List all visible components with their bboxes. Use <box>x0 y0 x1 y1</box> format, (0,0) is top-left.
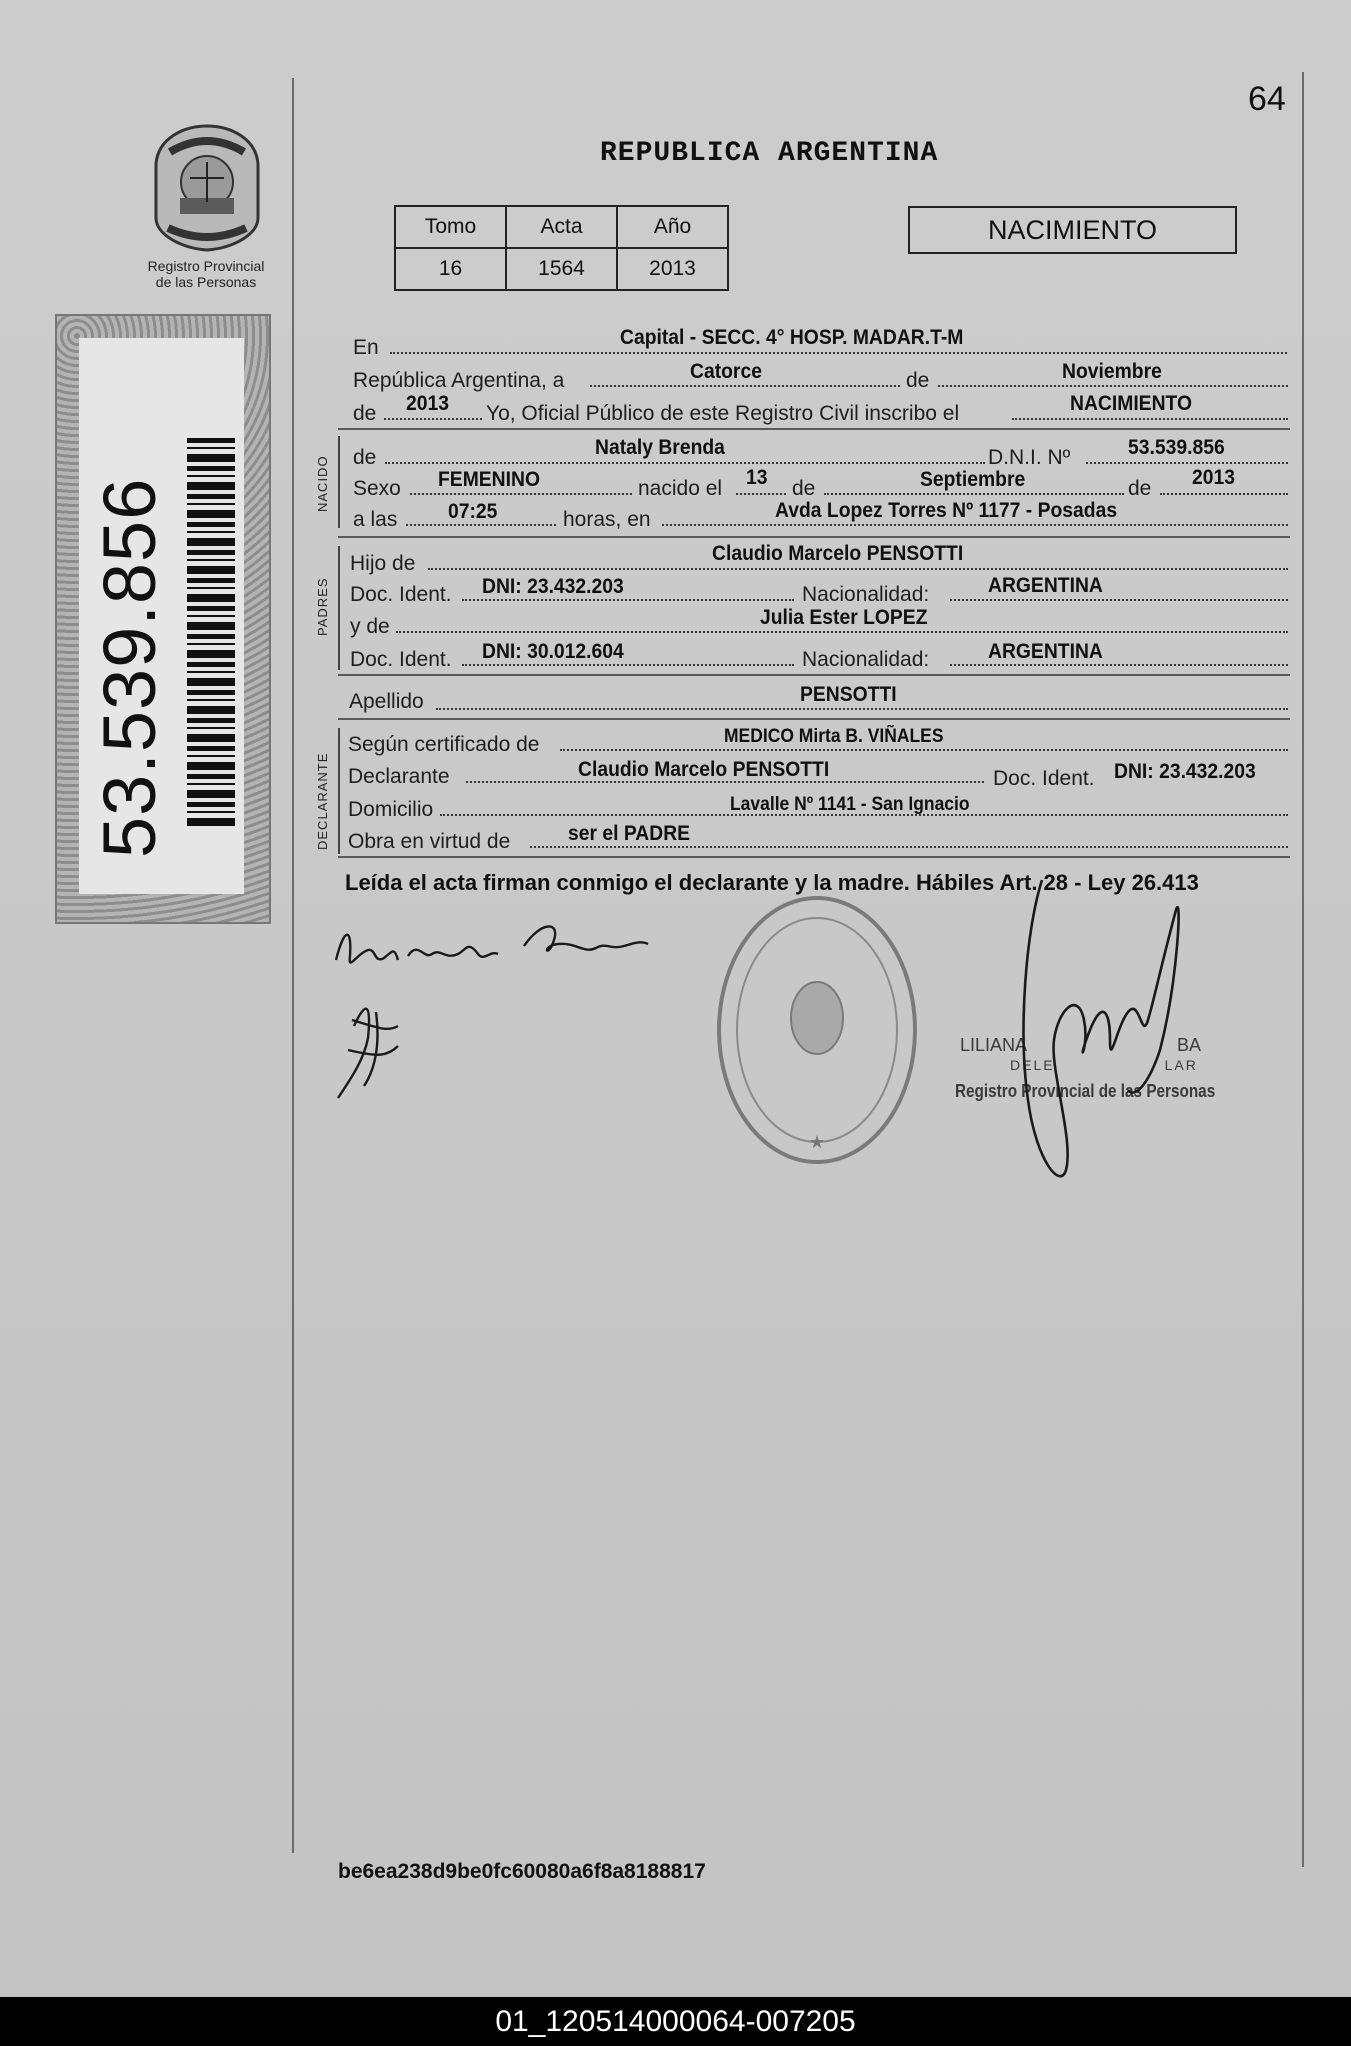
birth-day-value: 13 <box>746 466 768 489</box>
child-name-value: Nataly Brenda <box>595 436 725 459</box>
doc-label: Doc. Ident. <box>350 583 452 606</box>
dotted-line <box>950 599 1288 601</box>
section-divider <box>338 718 1290 720</box>
dotted-line <box>384 418 482 420</box>
de-label: de <box>353 402 377 425</box>
provincial-seal-icon <box>150 122 264 254</box>
barcode-inner <box>79 338 244 894</box>
table-value-anio: 2013 <box>617 248 728 290</box>
a-las-label: a las <box>353 508 398 531</box>
table-value-tomo: 16 <box>395 248 506 290</box>
dotted-line <box>462 664 794 666</box>
svg-text:★: ★ <box>808 1132 826 1152</box>
nacido-bracket <box>338 436 340 528</box>
dotted-line <box>950 664 1288 666</box>
dotted-line <box>436 708 1288 710</box>
barcode-number: 53.539.856 <box>88 477 171 858</box>
document-hash: be6ea238d9be0fc60080a6f8a8188817 <box>338 1860 706 1883</box>
time-value: 07:25 <box>448 500 498 523</box>
dotted-line <box>1086 462 1288 464</box>
dotted-line <box>590 385 900 387</box>
registry-round-stamp-icon <box>712 890 922 1170</box>
act-word-value: NACIMIENTO <box>1070 392 1193 415</box>
dotted-line <box>1160 493 1288 495</box>
de-label: de <box>906 369 930 392</box>
official-stamp-name-end: BA <box>1177 1035 1202 1055</box>
birth-year-value: 2013 <box>1192 466 1235 489</box>
cert-label: Según certificado de <box>348 733 540 756</box>
nacido-label: nacido el <box>638 477 723 500</box>
footer-code-bar: 01_120514000064-007205 <box>0 1997 1351 2046</box>
registro-line1: Registro Provincial <box>147 258 265 274</box>
dotted-line <box>736 493 786 495</box>
republica-label: República Argentina, a <box>353 369 565 392</box>
father-nat-value: ARGENTINA <box>988 574 1103 597</box>
padres-side-label: PADRES <box>315 577 330 636</box>
dotted-line <box>428 568 1288 570</box>
declarant-signature-icon <box>328 910 708 1110</box>
registry-table <box>394 205 729 291</box>
dotted-line <box>462 599 794 601</box>
domicilio-label: Domicilio <box>348 798 434 821</box>
dotted-line <box>1012 418 1288 420</box>
dotted-line <box>662 524 1288 526</box>
de-label: de <box>353 446 377 469</box>
cert-value: MEDICO Mirta B. VIÑALES <box>724 726 944 747</box>
dotted-line <box>530 846 1288 848</box>
act-type-box: NACIMIENTO <box>908 206 1237 254</box>
dotted-line <box>560 749 1288 751</box>
official-stamp-role-end: LAR <box>1164 1057 1198 1073</box>
dotted-line <box>406 524 556 526</box>
dotted-line <box>390 352 1287 354</box>
oficial-text: Yo, Oficial Público de este Registro Civil inscribo el <box>486 402 960 425</box>
page-title: REPUBLICA ARGENTINA <box>600 138 939 169</box>
place-value: Capital - SECC. 4° HOSP. MADAR.T-M <box>620 326 964 349</box>
obra-value: ser el PADRE <box>568 822 691 845</box>
dotted-line <box>938 385 1288 387</box>
table-header-anio: Año <box>617 206 728 248</box>
hijo-label: Hijo de <box>350 552 416 575</box>
table-value-acta: 1564 <box>506 248 617 290</box>
table-header-acta: Acta <box>506 206 617 248</box>
nacionalidad-label: Nacionalidad: <box>802 583 930 606</box>
barcode-bars-icon <box>187 438 235 828</box>
de-label: de <box>792 477 816 500</box>
mother-nat-value: ARGENTINA <box>988 640 1103 663</box>
year-value: 2013 <box>406 392 449 415</box>
obra-label: Obra en virtud de <box>348 830 511 853</box>
declarante-name-value: Claudio Marcelo PENSOTTI <box>578 758 830 781</box>
registro-line2: de las Personas <box>155 274 257 290</box>
apellido-label: Apellido <box>349 690 424 713</box>
registro-label <box>136 258 276 290</box>
child-dni-value: 53.539.856 <box>1128 436 1225 459</box>
de-label: de <box>1128 477 1152 500</box>
doc-label: Doc. Ident. <box>350 648 452 671</box>
en-label: En <box>353 336 379 359</box>
declarante-bracket <box>338 728 340 854</box>
official-stamp-name-start: LILIANA <box>960 1035 1028 1055</box>
section-divider <box>338 536 1290 538</box>
day-text-value: Catorce <box>690 360 762 383</box>
sexo-label: Sexo <box>353 477 401 500</box>
nacionalidad-label: Nacionalidad: <box>802 648 930 671</box>
barcode-panel <box>55 314 271 924</box>
doc-label: Doc. Ident. <box>993 767 1095 790</box>
page-number: 64 <box>1248 80 1286 118</box>
father-doc-value: DNI: 23.432.203 <box>482 575 624 598</box>
horas-label: horas, en <box>563 508 651 531</box>
section-divider <box>338 856 1290 858</box>
nacido-side-label: NACIDO <box>315 455 330 512</box>
official-stamp-line3: Registro Provincial de las Personas <box>955 1081 1216 1101</box>
sexo-value: FEMENINO <box>438 468 540 491</box>
birth-place-value: Avda Lopez Torres Nº 1177 - Posadas <box>775 499 1118 522</box>
dni-label: D.N.I. Nº <box>988 446 1071 469</box>
padres-bracket <box>338 546 340 670</box>
father-name-value: Claudio Marcelo PENSOTTI <box>712 542 964 565</box>
right-margin-line <box>1302 72 1304 1867</box>
mother-name-value: Julia Ester LOPEZ <box>760 606 928 629</box>
domicilio-value: Lavalle Nº 1141 - San Ignacio <box>730 794 970 815</box>
legal-text: Leída el acta firman conmigo el declarante y la madre. Hábiles Art. 28 - Ley 26.413 <box>345 870 1199 895</box>
declarante-doc-value: DNI: 23.432.203 <box>1114 760 1256 783</box>
dotted-line <box>396 631 1288 633</box>
birth-month-value: Septiembre <box>920 468 1026 491</box>
section-divider <box>338 428 1290 430</box>
dotted-line <box>410 493 632 495</box>
official-stamp-role-start: DELE <box>1010 1057 1055 1073</box>
official-signature-icon <box>1010 870 1220 1190</box>
apellido-value: PENSOTTI <box>800 683 897 706</box>
table-header-tomo: Tomo <box>395 206 506 248</box>
mother-doc-value: DNI: 30.012.604 <box>482 640 624 663</box>
left-margin-line <box>292 78 294 1853</box>
month-value: Noviembre <box>1062 360 1162 383</box>
declarante-side-label: DECLARANTE <box>315 752 330 850</box>
y-de-label: y de <box>350 615 390 638</box>
section-divider <box>338 674 1290 676</box>
dotted-line <box>824 493 1124 495</box>
declarante-label: Declarante <box>348 765 450 788</box>
dotted-line <box>385 462 985 464</box>
